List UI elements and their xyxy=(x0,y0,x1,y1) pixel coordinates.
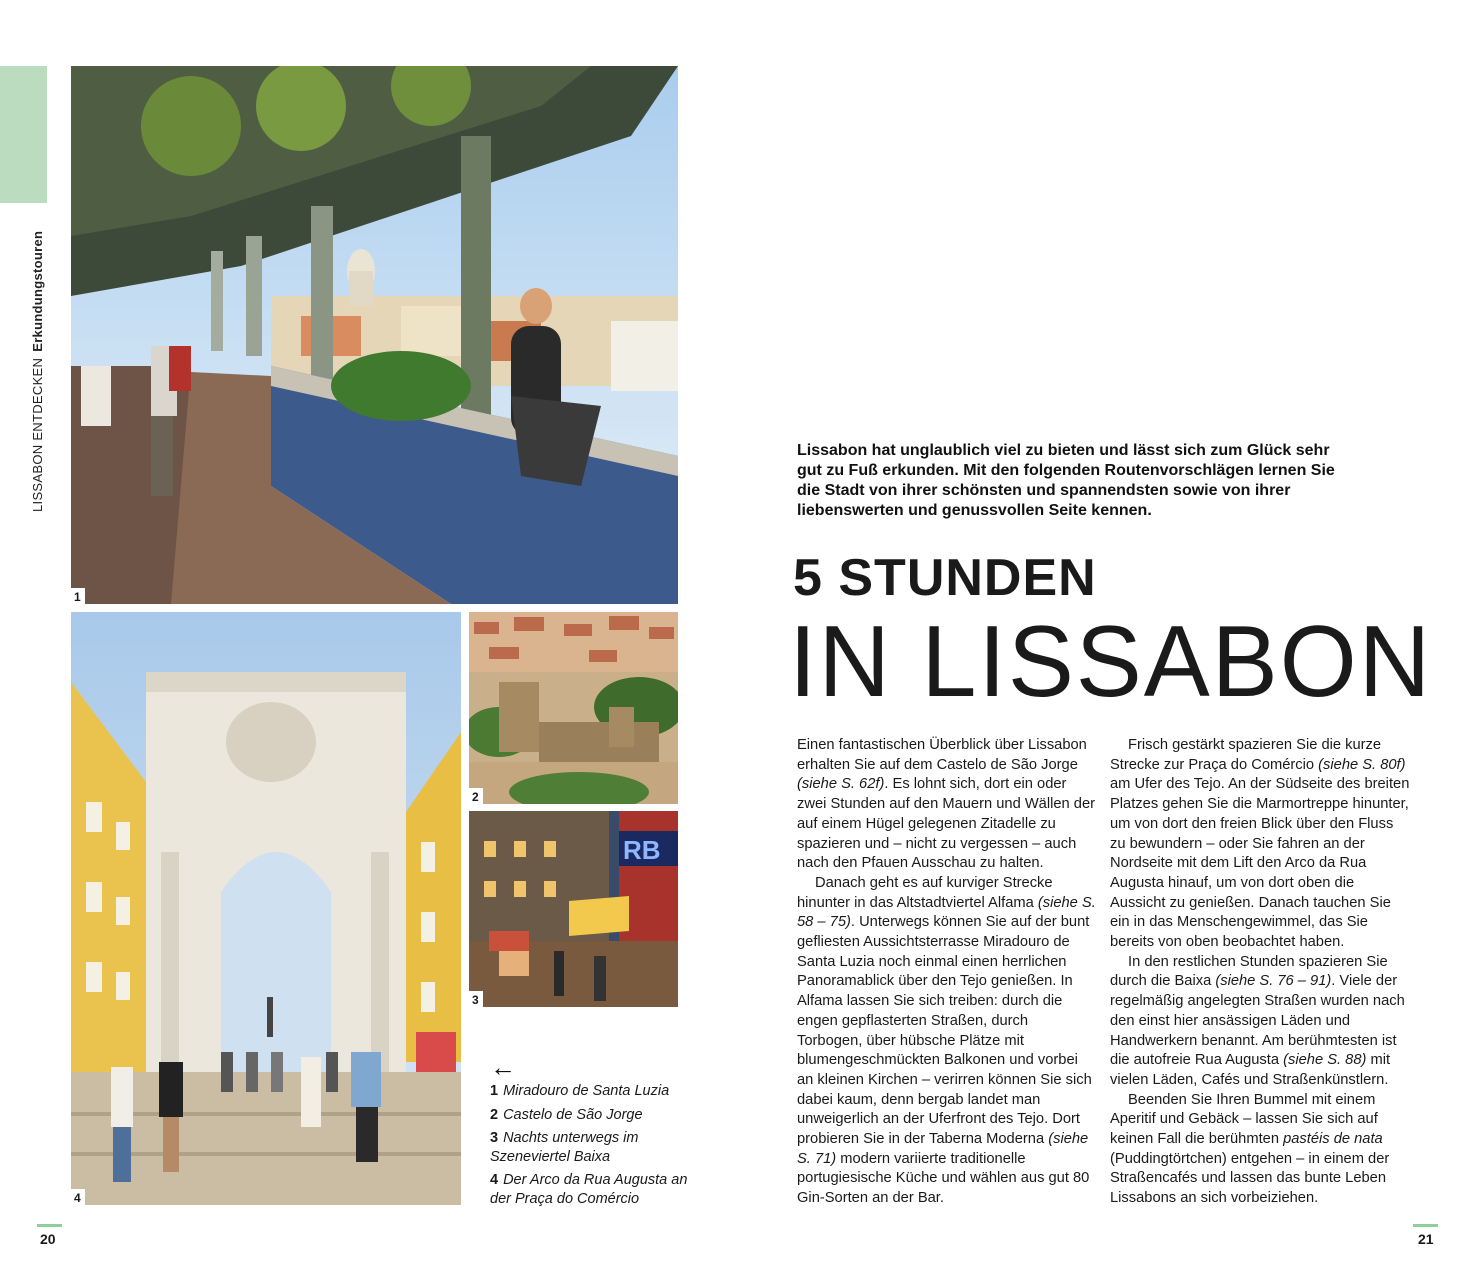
photo-arco-rua-augusta xyxy=(71,612,461,1205)
page-reference: (siehe S. 62f) xyxy=(797,776,885,793)
running-head xyxy=(30,231,45,512)
photo-miradouro-image xyxy=(71,66,678,604)
caption-item xyxy=(490,1171,690,1208)
body-paragraph: In den restlichen Stunden spazieren Sie durch die Baixa (siehe S. 76 – 91). Viele der regelmäßig angelegten Straßen wurden nach den einst hier ansässigen Läden und Handwerkern benannt. Am berühmtesten ist die autofreie Rua Augusta (siehe S. 88) mit vielen Läden, Cafés und Straßenkünstlern. xyxy=(1110,953,1405,1088)
page-number-left: 20 xyxy=(40,1231,56,1247)
photo-number: 2 xyxy=(469,788,483,804)
photo-number: 3 xyxy=(469,991,483,1007)
photo-number: 1 xyxy=(71,588,85,604)
running-head-section: LISSABON ENTDECKEN xyxy=(30,357,45,512)
arrow-left-icon: ← xyxy=(490,1052,516,1082)
caption-text: Miradouro de Santa Luzia xyxy=(503,1083,670,1099)
page-rule-left xyxy=(37,1224,62,1227)
caption-number: 3 xyxy=(490,1130,499,1146)
photo-number: 4 xyxy=(71,1189,85,1205)
caption-number: 1 xyxy=(490,1083,499,1099)
photo-miradouro xyxy=(71,66,678,604)
caption-item xyxy=(490,1129,690,1166)
headline-line-2: IN LISSABON xyxy=(789,606,1433,718)
body-paragraph: Frisch gestärkt spazieren Sie die kurze Strecke zur Praça do Comércio (siehe S. 80f) am Ufer des Tejo. An der Südseite des breiten Platzes gehen Sie die Marmortreppe hinunter, um von dort den freien Blick über den Fluss zu bewundern – oder Sie fahren an der Nordseite mit dem Lift den Arco da Rua Augusta hinauf, um von dort oben die Aussicht zu genießen. Danach tauchen Sie ein in das Menschengewimmel, das Sie bereits von oben beobachtet haben. xyxy=(1110,737,1410,951)
page-reference: (siehe S. 88) xyxy=(1283,1052,1367,1069)
body-column-left xyxy=(797,736,1097,1209)
photo-castelo xyxy=(469,612,678,804)
caption-text: Nachts unterwegs im Szeneviertel Baixa xyxy=(490,1130,639,1165)
page-reference: (siehe S. 71) xyxy=(797,1131,1089,1167)
caption-text: Castelo de São Jorge xyxy=(503,1106,643,1123)
headline-line-1: 5 STUNDEN xyxy=(793,549,1097,607)
photo-baixa-nacht xyxy=(469,811,678,1007)
intro-paragraph: Lissabon hat unglaublich viel zu bieten und lässt sich zum Glück sehr gut zu Fuß erkunden. Mit den folgenden Routenvorschlägen lernen Sie die Stadt von ihrer schönsten und spannendsten sowie von ihrer liebenswerten und genussvollen Seite kennen. xyxy=(797,442,1335,519)
body-paragraph: Einen fantastischen Überblick über Lissabon erhalten Sie auf dem Castelo de São Jorge (siehe S. 62f). Es lohnt sich, dort ein oder zwei Stunden auf den Mauern und Wällen der auf einem Hügel gelegenen Zitadelle zu spazieren und – nicht zu vergessen – auch nach den Pfauen Ausschau zu halten. xyxy=(797,737,1096,872)
page-rule-right xyxy=(1413,1224,1438,1227)
photo-captions xyxy=(490,1082,690,1213)
caption-item xyxy=(490,1106,690,1125)
caption-number: 2 xyxy=(490,1106,499,1123)
body-paragraph: Beenden Sie Ihren Bummel mit einem Aperitif und Gebäck – lassen Sie sich auf keinen Fall die berühmten pastéis de nata (Puddingtörtchen) entgehen – in einem der Straßencafés und lassen das bunte Leben Lissabons an sich vorbeiziehen. xyxy=(1110,1091,1390,1207)
running-head-chapter: Erkundungstouren xyxy=(30,230,45,352)
body-paragraph: Danach geht es auf kurviger Strecke hinunter in das Altstadtviertel Alfama (siehe S. 58 – 75). Unterwegs können Sie auf der bunt gefliesten Aussichtsterrasse Miradouro de Santa Luzia noch einmal einen herrlichen Panoramablick über den Tejo genießen. In Alfama lassen Sie sich treiben: durch die engen gepflasterten Straßen, durch Torbogen, über hübsche Plätze mit blumengeschmückten Balkonen und vorbei an kleinen Kirchen – verirren können Sie sich dabei kaum, denn bergab landet man unweigerlich an der Uferfront des Tejo. Dort probieren Sie in der Taberna Moderna (siehe S. 71) modern variierte traditionelle portugiesische Küche und wählen aus gut 80 Gin-Sorten an der Bar. xyxy=(797,874,1096,1207)
photo-castelo-image xyxy=(469,612,678,804)
svg-text:RB: RB xyxy=(623,835,661,865)
body-column-right xyxy=(1110,736,1410,1209)
page-reference: (siehe S. 76 – 91) xyxy=(1215,973,1332,990)
chapter-tab xyxy=(0,66,47,203)
photo-arco-image xyxy=(71,612,461,1205)
page-reference: (siehe S. 58 – 75) xyxy=(797,894,1096,931)
caption-text: Der Arco da Rua Augusta an der Praça do Comércio xyxy=(490,1172,688,1207)
photo-baixa-image xyxy=(469,811,678,1007)
page-reference: (siehe S. 80f) xyxy=(1318,756,1406,773)
caption-number: 4 xyxy=(490,1172,499,1188)
emphasis-term: pastéis de nata xyxy=(1283,1131,1383,1148)
page-number-right: 21 xyxy=(1418,1231,1434,1247)
caption-item xyxy=(490,1082,690,1101)
